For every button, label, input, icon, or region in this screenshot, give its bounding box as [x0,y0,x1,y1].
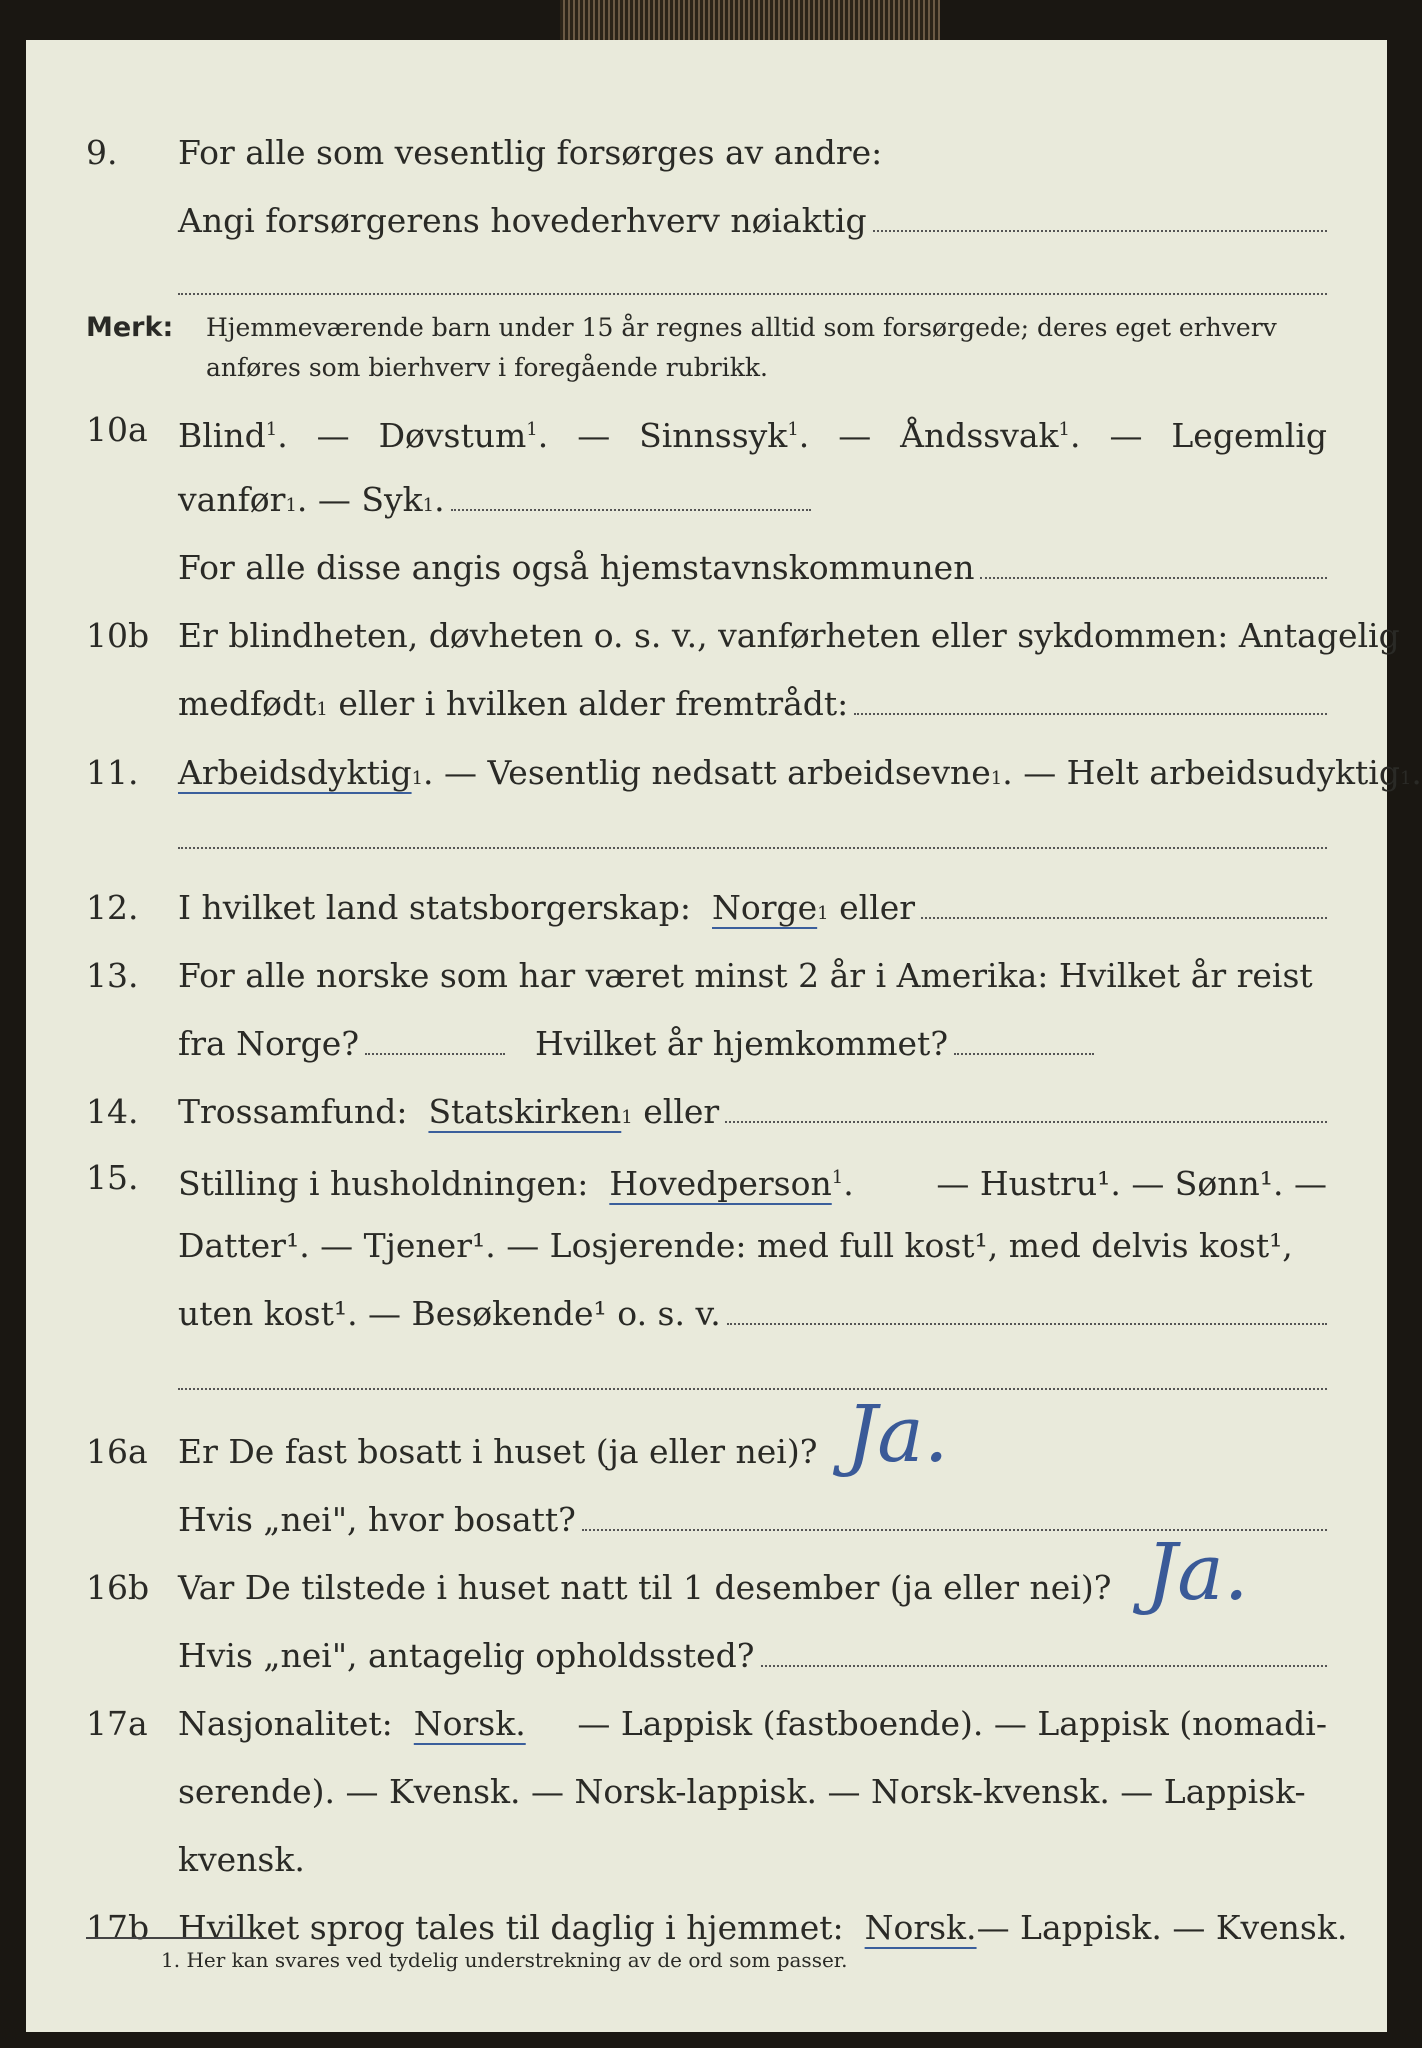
q10a-line1: 10a Blind$^1$. — Døvstum$^1$. — Sinnssyk$^1$. — Åndssvak$^1$. — Legemlig [26,402,1387,458]
q14-text: Trossamfund: [178,1092,408,1131]
q14-eller: eller [643,1092,720,1131]
q11-arbeidsdyktig[interactable]: Arbeidsdyktig [178,753,412,792]
q10a-kommune-line[interactable] [980,547,1327,579]
q11-extra-line[interactable] [178,847,1327,849]
q16a-text2: Hvis „nei", hvor bosatt? [178,1500,576,1539]
form-sheet [26,40,1422,2032]
q10a-text3: For alle disse angis også hjemstavnskommunen [178,548,975,587]
q12-line: 12. I hvilket land statsborgerskap: Norge 1 eller [26,880,1387,936]
q10b-number: 10b [86,616,150,655]
q15-text3: uten kost¹. — Besøkende¹ o. s. v. [178,1294,721,1333]
q17a-text2: serende). — Kvensk. — Norsk-lappisk. — Norsk-kvensk. — Lappisk- [178,1772,1306,1811]
q16a-line1 [26,1424,1387,1480]
q15-number: 15. [86,1158,139,1197]
q11-line: 11. Arbeidsdyktig 1 . — Vesentlig nedsatt arbeidsevne 1 . — Helt arbeidsudyktig 1 . [26,745,1387,801]
q9-line2 [26,193,1387,249]
top-edge-strip [560,0,940,40]
q16b-number: 16b [86,1568,150,1607]
q16a-answer-line[interactable] [582,1499,1327,1531]
q13-line2 [26,1016,1387,1072]
q13-reist-label: fra Norge? [178,1024,360,1063]
q15-extra-line[interactable] [178,1388,1327,1390]
q9-number: 9. [86,133,118,172]
q15-line1: 15. Stilling i husholdningen: Hovedperson$^1$. — Hustru¹. — Sønn¹. — [26,1150,1387,1206]
q16b-text1: Var De tilstede i huset natt til 1 desember (ja eller nei)? [178,1568,1112,1607]
q16b-line2 [26,1628,1387,1684]
q9-line1 [26,125,1387,181]
q13-text1: For alle norske som har været minst 2 år i Amerika: Hvilket år reist [178,956,1313,995]
footnote: 1. Her kan svares ved tydelig understrekning av de ord som passer. [161,1948,848,1972]
q15-hovedperson[interactable]: Hovedperson [609,1164,832,1203]
merk-note [26,312,1387,402]
q10a-syk: Syk [361,480,423,519]
q16a-handwritten-answer[interactable]: Ja. [846,1390,949,1480]
q9-text2: Angi forsørgerens hovederhverv nøiaktig [178,201,867,240]
q14-number: 14. [86,1092,139,1131]
q10a-andssvak: Åndssvak [900,416,1059,455]
q17b-rest: — Lappisk. — Kvensk. [976,1908,1348,1947]
q15-rest1: — Hustru¹. — Sønn¹. — [936,1164,1327,1203]
q10b-answer-line[interactable] [854,683,1327,715]
q10a-legemlig: Legemlig [1171,416,1327,455]
q13-hjemkommet-label: Hvilket år hjemkommet? [535,1024,949,1063]
q14-answer-line[interactable] [725,1091,1327,1123]
q9-extra-line[interactable] [178,293,1327,295]
q13-hjemkommet-line[interactable] [954,1023,1094,1055]
q10b-medfodt: medfødt [178,684,317,723]
merk-text: Hjemmeværende barn under 15 år regnes alltid som forsørgede; deres eget erhverv anføres som bierhverv i foregående rubrikk. [206,313,1277,382]
footnote-rule [86,1937,256,1939]
q15-text: Stilling i husholdningen: [178,1164,589,1203]
q16a-text1: Er De fast bosatt i huset (ja eller nei)? [178,1432,818,1471]
q10b-text2: eller i hvilken alder fremtrådt: [338,684,849,723]
q10b-text1: Er blindheten, døvheten o. s. v., vanførheten eller sykdommen: Antagelig [178,616,1400,655]
q12-number: 12. [86,888,139,927]
q10a-number: 10a [86,410,148,449]
q17a-rest1: — Lappisk (fastboende). — Lappisk (nomadi- [577,1704,1327,1743]
q12-answer-line[interactable] [921,887,1327,919]
q16b-answer-line[interactable] [761,1635,1327,1667]
q15-line3 [26,1286,1387,1342]
q10a-sinnssyk: Sinnssyk [639,416,788,455]
q13-line1 [26,948,1387,1004]
q12-text: I hvilket land statsborgerskap: [178,888,692,927]
q11-number: 11. [86,753,139,792]
q17b-number: 17b [86,1908,150,1947]
q15-line2 [26,1218,1387,1274]
q10a-vanfor: vanfør [178,480,286,519]
q10a-dovstum: Døvstum [378,416,527,455]
q17a-norsk[interactable]: Norsk. [413,1704,526,1743]
q17a-label: Nasjonalitet: [178,1704,393,1743]
q17a-line1 [26,1696,1387,1752]
q12-norge[interactable]: Norge [712,888,818,927]
q16b-text2: Hvis „nei", antagelig opholdssted? [178,1636,755,1675]
q12-eller: eller [839,888,916,927]
q10a-line3 [26,540,1387,596]
q17b-norsk[interactable]: Norsk. [864,1908,977,1947]
q10a-blind: Blind [178,416,266,455]
q17a-line3 [26,1832,1387,1888]
q10b-line1 [26,608,1400,664]
q11-udyktig[interactable]: — Helt arbeidsudyktig [1023,753,1400,792]
q10a-syk-line[interactable] [451,479,811,511]
q9-answer-line[interactable] [873,200,1327,232]
q14-line: 14. Trossamfund: Statskirken 1 eller [26,1084,1387,1140]
merk-label: Merk: [86,312,174,343]
q15-answer-line[interactable] [727,1293,1327,1325]
q17a-number: 17a [86,1704,148,1743]
q16b-handwritten-answer[interactable]: Ja. [1146,1528,1249,1618]
q11-nedsatt[interactable]: — Vesentlig nedsatt arbeidsevne [444,753,991,792]
q14-statskirken[interactable]: Statskirken [428,1092,622,1131]
q16a-number: 16a [86,1432,148,1471]
q9-text1: For alle som vesentlig forsørges av andre: [178,133,883,172]
q10b-line2: medfødt 1 eller i hvilken alder fremtrådt: [26,676,1387,732]
q17a-line2 [26,1764,1387,1820]
q13-number: 13. [86,956,139,995]
q17a-text3: kvensk. [178,1840,305,1879]
q17b-text: Hvilket sprog tales til daglig i hjemmet: [178,1908,844,1947]
q10a-line2: vanfør 1 . — Syk 1 . [26,472,1387,528]
q13-reist-line[interactable] [365,1023,505,1055]
q15-text2: Datter¹. — Tjener¹. — Losjerende: med full kost¹, med delvis kost¹, [178,1226,1293,1265]
